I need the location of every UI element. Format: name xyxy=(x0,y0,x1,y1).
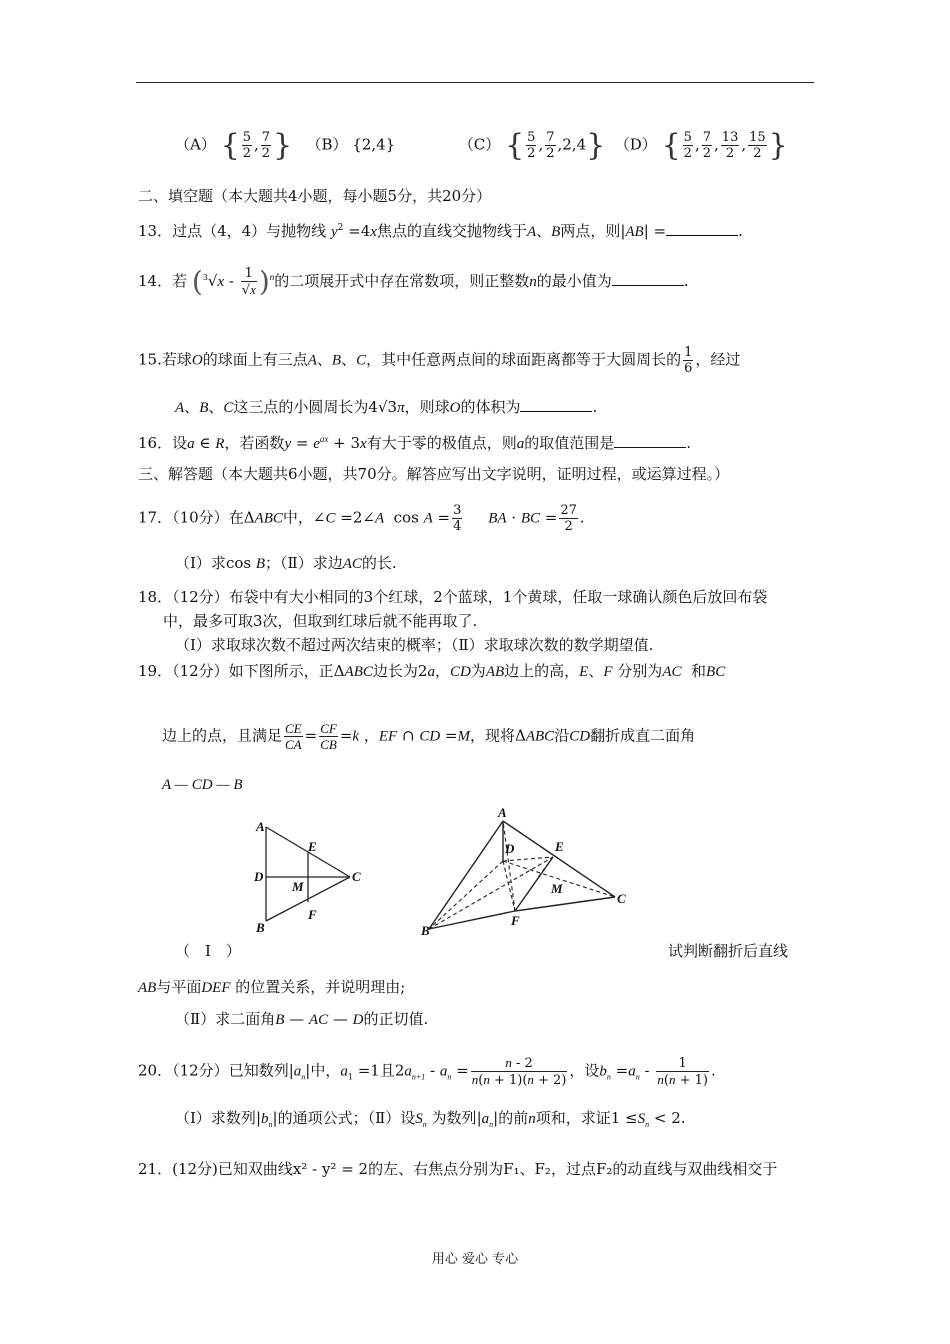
answer-blank xyxy=(614,433,686,448)
option-a-label: （A） xyxy=(175,135,216,154)
q12-options: （A） { $\frac{5}{2}$ , $\frac{7}{2}$ } （B） {2,4} （C） { $\frac{5}{2}$ , $\frac{7}{2}$ ,2,4} （D） { $\frac{5}{2}$ , $\frac{7}{2}$ , $\frac{13}{2}$ , $\frac{15}{2}$ } xyxy=(175,127,788,163)
section2-heading: 二、填空题（本大题共4小题，每小题5分，共20分） xyxy=(138,187,492,205)
q17: 17．（10分）在ΔABC中，∠C =2∠A cos A = $\frac{3}{4}$ BA · BC = $\frac{27}{2}$ . xyxy=(138,503,585,534)
answer-blank xyxy=(520,397,592,412)
q19-line2: 边上的点，且满足 $\frac{CE}{CA}$ = $\frac{CF}{CB}$ =k ，EF ∩ CD =M，现将ΔABC沿CD翻折成直二面角 xyxy=(162,721,696,752)
q18-line2: 中，最多可取3次，但取到红球后就不能再取了. xyxy=(163,612,478,630)
flat-triangle-figure xyxy=(248,815,378,940)
page-footer: 用心 爱心 专心 xyxy=(431,1252,519,1267)
option-c-label: （C） xyxy=(458,135,501,154)
fig-left-label-b: B xyxy=(256,920,265,935)
fig-left-label-c: C xyxy=(352,869,361,884)
q19-line1: 19．（12分）如下图所示，正ΔABC边长为2a，CD为AB边上的高，E、F 分别为AC 和BC xyxy=(138,662,726,680)
option-b-label: （B） xyxy=(306,135,348,154)
q14: 14．若 ($^3$√x - $\frac{1}{√x}$ )$^n$的二项展开式中存在常数项，则正整数n的最小值为 . xyxy=(138,265,689,298)
fig-right-label-f: F xyxy=(511,913,520,928)
q21: 21．(12分)已知双曲线x² - y² = 2的左、右焦点分别为F₁、F₂，过点F₂的动直线与双曲线相交于 xyxy=(138,1160,778,1178)
q19-task1a: 试判断翻折后直线 xyxy=(668,942,789,960)
fig-right-label-e: E xyxy=(555,839,564,854)
fig-left-label-f: F xyxy=(308,907,317,922)
q18-line3: （Ⅰ）求取球次数不超过两次结束的概率；（Ⅱ）求取球次数的数学期望值. xyxy=(175,636,654,654)
answer-blank xyxy=(612,271,684,286)
q16: 16．设a ∈ R，若函数$y = e^{ax} + 3x$有大于零的极值点，则a的取值范围是 . xyxy=(138,434,692,452)
fig-left-label-a: A xyxy=(256,819,265,834)
q15-line1: 15.若球O的球面上有三点A、B、C，其中任意两点间的球面距离都等于大圆周长的 $\frac{1}{6}$ ，经过 xyxy=(138,345,741,376)
q13: 13．过点（4，4）与抛物线 $y^2 =4x$焦点的直线交抛物线于A、B两点，则|AB| = . xyxy=(138,222,743,240)
q18-line1: 18．（12分）布袋中有大小相同的3个红球，2个蓝球，1个黄球，任取一球确认颜色后放回布袋 xyxy=(138,588,768,606)
fig-right-label-c: C xyxy=(617,891,626,906)
fig-right-label-b: B xyxy=(421,923,430,937)
fig-left-label-d: D xyxy=(254,869,264,884)
q20-line2: （Ⅰ）求数列$|b_n|$的通项公式；（Ⅱ）设$S_n$ 为数列$|a_n|$的前n项和，求证$1 \le S_n < 2$. xyxy=(175,1109,686,1129)
answer-blank xyxy=(666,221,738,236)
option-d-label: （D） xyxy=(614,135,657,154)
q19-dihedral: A — CD — B xyxy=(162,777,243,793)
section3-heading: 三、解答题（本大题共6小题，共70分。解答应写出文字说明，证明过程，或运算过程。） xyxy=(138,465,730,483)
q15-line2: A、B、C这三点的小圆周长为4√3π，则球O的体积为 . xyxy=(175,398,598,416)
q19-task1: AB与平面DEF 的位置关系，并说明理由; xyxy=(138,978,406,996)
header-rule xyxy=(136,82,814,83)
q20-line1: 20．（12分）已知数列$|a_n|$中，$a_1 =1$且$2a_{n+1} - a_n$ = $\frac{n - 2}{n(n + 1)(n + 2)}$ ，设$b_n =a_n$ - $\frac{1}{n(n + 1)}$ . xyxy=(138,1055,716,1088)
fig-right-label-d: D xyxy=(505,841,515,856)
q17-subs: （Ⅰ）求cos B；（Ⅱ）求边AC的长. xyxy=(175,554,397,572)
q19-fig-label: （ Ⅰ ） xyxy=(175,942,241,960)
fig-right-label-a: A xyxy=(498,805,507,820)
q19-task2: （Ⅱ）求二面角B — AC — D的正切值. xyxy=(175,1010,429,1028)
fig-right-label-m: M xyxy=(551,881,563,896)
folded-figure xyxy=(415,805,635,937)
fig-left-label-m: M xyxy=(292,879,304,894)
fig-left-label-e: E xyxy=(308,839,317,854)
